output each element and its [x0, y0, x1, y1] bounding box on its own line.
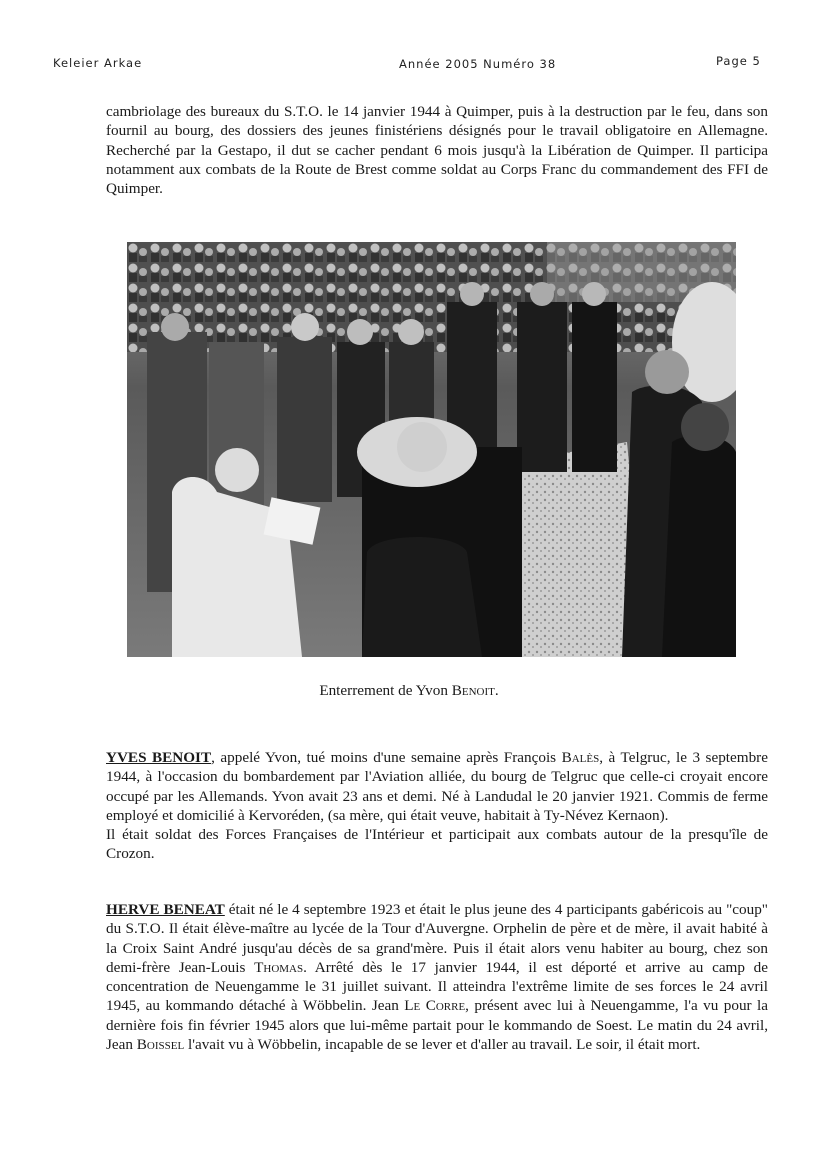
intro-text: cambriolage des bureaux du S.T.O. le 14 janvier 1944 à Quimper, puis à la destruction par le feu, dans son fournil au bourg, des dossiers des jeunes finistériens désignés pour le travail obligatoire en Allemagne. Recherché par la Gestapo, il dut se cacher pendant 6 mois jusqu'à la Libération de Quimper. Il participa notamment aux combats de la Route de Brest comme soldat au Corps Franc du commandement des FFI de Quimper.: [106, 103, 768, 198]
yves-benoit-paragraph: [106, 748, 768, 825]
caption-punctuation: .: [494, 682, 499, 699]
publication-title: Keleier Arkae: [53, 56, 143, 70]
funeral-photo: [127, 242, 736, 657]
section-yves-benoit: [106, 748, 768, 864]
caption-text: Enterrement de Yvon: [319, 682, 452, 699]
intro-paragraph: [106, 102, 768, 198]
paragraph-text: , appelé Yvon, tué moins d'une semaine après François: [211, 749, 562, 766]
person-name-heading: YVES BENOIT: [106, 749, 212, 766]
paragraph-text: l'avait vu à Wöbbelin, incapable de se lever et d'aller au travail. Le soir, il était mort.: [184, 1036, 701, 1054]
yves-benoit-second-line: Il était soldat des Forces Françaises de l'Intérieur et participait aux combats autour de la presqu'île de Crozon.: [106, 826, 768, 863]
photo-illustration: [127, 242, 736, 657]
surname-small-caps: Le Corre: [404, 997, 466, 1015]
person-name-heading: HERVE BENEAT: [106, 901, 225, 918]
paragraph-text: , à Telgruc, le 3 septembre 1944, à l'occasion du bombardement par l'Aviation alliée, du bourg de Telgruc que celle-ci croyait encore occupé par les Allemands. Yvon avait 23 ans et demi. Né à Landudal le 20 janvier 1921. Commis de ferme employé et domicilié à Kervoréden, (sa mère, qui était veuve, habitait à Ty-Névez Kernaon).: [106, 749, 768, 824]
photo-caption: [0, 682, 818, 700]
surname-small-caps: Boissel: [136, 1036, 185, 1054]
paragraph-text: était né le 4 septembre 1923 et était le plus jeune des 4 participants gabéricois au "coup" du S.T.O. Il était élève-maître au lycée de la Tour d'Auvergne. Orphelin de père et de mère, il avait habité à la Croix Saint André jusqu'au décès de sa grand'mère. Puis il était alors venu habiter au bourg, chez son demi-frère Jean-Louis: [106, 901, 768, 976]
issue-info: Année 2005 Numéro 38: [399, 57, 557, 71]
section-herve-beneat: [106, 900, 768, 1054]
caption-name: Benoit: [451, 682, 495, 699]
herve-beneat-paragraph: [106, 900, 768, 1054]
page-number: Page 5: [716, 54, 761, 68]
paragraph-text: . Arrêté dès le 17 janvier 1944, il est déporté et arrive au camp de concentration de Neuengamme le 31 juillet suivant. Il atteindra l'extrême limite de ses forces le 24 avril 1945, au kommando détaché à Wöbbelin. Jean: [106, 958, 768, 1015]
surname-small-caps: Balès: [561, 749, 600, 766]
paragraph-text: , présent avec lui à Neuengamme, l'a vu pour la dernière fois fin février 1945 alors que lui-même partait pour le kommando de Soest. Le matin du 24 avril, Jean: [106, 997, 768, 1054]
page-header: [0, 54, 818, 74]
surname-small-caps: Thomas: [254, 958, 304, 976]
